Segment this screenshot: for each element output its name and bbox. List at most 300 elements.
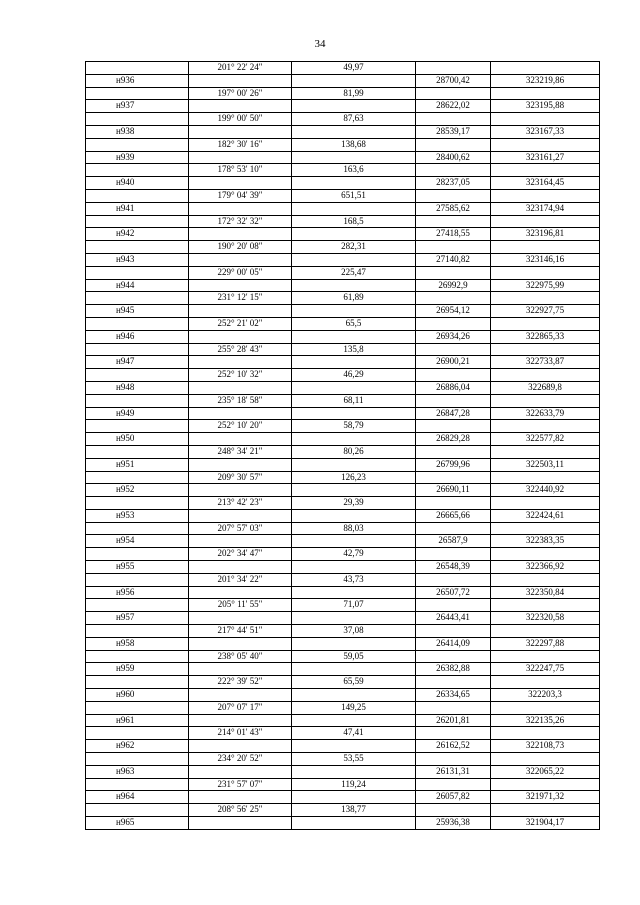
x-coordinate-cell: 26507,72 xyxy=(416,586,491,599)
table-body xyxy=(86,62,600,830)
x-coordinate-cell xyxy=(416,292,491,305)
angle-cell xyxy=(189,253,292,266)
y-coordinate-cell: 322297,88 xyxy=(491,637,600,650)
x-coordinate-cell: 26799,96 xyxy=(416,458,491,471)
segment-row xyxy=(86,164,600,177)
point-row xyxy=(86,330,600,343)
point-row xyxy=(86,484,600,497)
distance-cell: 29,39 xyxy=(292,497,416,510)
point-row xyxy=(86,381,600,394)
segment-row xyxy=(86,317,600,330)
point-name-cell: н954 xyxy=(86,535,189,548)
y-coordinate-cell xyxy=(491,87,600,100)
y-coordinate-cell: 322424,61 xyxy=(491,509,600,522)
point-name-cell: н946 xyxy=(86,330,189,343)
y-coordinate-cell: 322440,92 xyxy=(491,484,600,497)
x-coordinate-cell: 26548,39 xyxy=(416,561,491,574)
segment-row xyxy=(86,189,600,202)
x-coordinate-cell: 28622,02 xyxy=(416,100,491,113)
y-coordinate-cell: 323167,33 xyxy=(491,125,600,138)
distance-cell: 61,89 xyxy=(292,292,416,305)
point-name-cell: н945 xyxy=(86,305,189,318)
x-coordinate-cell xyxy=(416,778,491,791)
x-coordinate-cell: 27418,55 xyxy=(416,228,491,241)
x-coordinate-cell xyxy=(416,138,491,151)
distance-cell: 138,77 xyxy=(292,804,416,817)
point-row xyxy=(86,305,600,318)
x-coordinate-cell xyxy=(416,317,491,330)
point-row xyxy=(86,228,600,241)
distance-cell: 43,73 xyxy=(292,573,416,586)
point-name-cell: н964 xyxy=(86,791,189,804)
point-name-cell: н947 xyxy=(86,356,189,369)
y-coordinate-cell: 322203,3 xyxy=(491,689,600,702)
angle-cell xyxy=(189,663,292,676)
segment-row xyxy=(86,573,600,586)
distance-cell xyxy=(292,535,416,548)
point-row xyxy=(86,202,600,215)
distance-cell xyxy=(292,484,416,497)
y-coordinate-cell xyxy=(491,471,600,484)
point-name-cell: н963 xyxy=(86,765,189,778)
angle-cell: 248° 34' 21" xyxy=(189,445,292,458)
y-coordinate-cell xyxy=(491,317,600,330)
x-coordinate-cell xyxy=(416,241,491,254)
point-row xyxy=(86,125,600,138)
point-row xyxy=(86,663,600,676)
distance-cell: 88,03 xyxy=(292,522,416,535)
angle-cell: 229° 00' 05" xyxy=(189,266,292,279)
angle-cell xyxy=(189,100,292,113)
distance-cell xyxy=(292,177,416,190)
x-coordinate-cell xyxy=(416,87,491,100)
point-name-cell: н955 xyxy=(86,561,189,574)
point-row xyxy=(86,714,600,727)
distance-cell xyxy=(292,586,416,599)
x-coordinate-cell: 26443,41 xyxy=(416,612,491,625)
point-row xyxy=(86,791,600,804)
segment-row xyxy=(86,599,600,612)
point-name-cell: н958 xyxy=(86,637,189,650)
x-coordinate-cell xyxy=(416,497,491,510)
angle-cell xyxy=(189,765,292,778)
angle-cell: 199° 00' 50" xyxy=(189,113,292,126)
distance-cell: 46,29 xyxy=(292,369,416,382)
angle-cell xyxy=(189,279,292,292)
x-coordinate-cell xyxy=(416,650,491,663)
angle-cell: 255° 28' 43" xyxy=(189,343,292,356)
y-coordinate-cell: 322320,58 xyxy=(491,612,600,625)
distance-cell: 138,68 xyxy=(292,138,416,151)
distance-cell xyxy=(292,561,416,574)
y-coordinate-cell: 321971,32 xyxy=(491,791,600,804)
point-name-cell xyxy=(86,471,189,484)
distance-cell xyxy=(292,228,416,241)
y-coordinate-cell xyxy=(491,778,600,791)
segment-row xyxy=(86,87,600,100)
y-coordinate-cell: 322927,75 xyxy=(491,305,600,318)
x-coordinate-cell xyxy=(416,215,491,228)
point-row xyxy=(86,586,600,599)
angle-cell: 238° 05' 40" xyxy=(189,650,292,663)
angle-cell xyxy=(189,535,292,548)
y-coordinate-cell xyxy=(491,241,600,254)
y-coordinate-cell xyxy=(491,625,600,638)
x-coordinate-cell xyxy=(416,62,491,75)
x-coordinate-cell: 26057,82 xyxy=(416,791,491,804)
point-name-cell: н962 xyxy=(86,740,189,753)
point-name-cell xyxy=(86,215,189,228)
y-coordinate-cell: 322383,35 xyxy=(491,535,600,548)
point-name-cell xyxy=(86,87,189,100)
point-name-cell: н941 xyxy=(86,202,189,215)
point-name-cell xyxy=(86,394,189,407)
x-coordinate-cell xyxy=(416,676,491,689)
angle-cell xyxy=(189,612,292,625)
distance-cell: 37,08 xyxy=(292,625,416,638)
point-name-cell xyxy=(86,241,189,254)
point-name-cell: н953 xyxy=(86,509,189,522)
x-coordinate-cell xyxy=(416,522,491,535)
angle-cell xyxy=(189,740,292,753)
point-name-cell: н943 xyxy=(86,253,189,266)
x-coordinate-cell: 26665,66 xyxy=(416,509,491,522)
angle-cell: 213° 42' 23" xyxy=(189,497,292,510)
x-coordinate-cell xyxy=(416,599,491,612)
distance-cell xyxy=(292,740,416,753)
point-name-cell xyxy=(86,317,189,330)
distance-cell: 58,79 xyxy=(292,420,416,433)
point-name-cell: н948 xyxy=(86,381,189,394)
distance-cell: 163,6 xyxy=(292,164,416,177)
y-coordinate-cell: 322865,33 xyxy=(491,330,600,343)
point-row xyxy=(86,407,600,420)
x-coordinate-cell xyxy=(416,394,491,407)
segment-row xyxy=(86,62,600,75)
point-name-cell xyxy=(86,573,189,586)
point-row xyxy=(86,561,600,574)
angle-cell: 207° 57' 03" xyxy=(189,522,292,535)
y-coordinate-cell: 323161,27 xyxy=(491,151,600,164)
distance-cell xyxy=(292,509,416,522)
y-coordinate-cell xyxy=(491,676,600,689)
x-coordinate-cell: 26829,28 xyxy=(416,433,491,446)
point-name-cell: н949 xyxy=(86,407,189,420)
x-coordinate-cell: 28539,17 xyxy=(416,125,491,138)
distance-cell: 81,99 xyxy=(292,87,416,100)
y-coordinate-cell xyxy=(491,650,600,663)
y-coordinate-cell xyxy=(491,548,600,561)
y-coordinate-cell: 322975,99 xyxy=(491,279,600,292)
x-coordinate-cell: 26934,26 xyxy=(416,330,491,343)
segment-row xyxy=(86,497,600,510)
point-name-cell: н937 xyxy=(86,100,189,113)
angle-cell xyxy=(189,74,292,87)
y-coordinate-cell xyxy=(491,573,600,586)
segment-row xyxy=(86,650,600,663)
y-coordinate-cell: 323164,45 xyxy=(491,177,600,190)
distance-cell xyxy=(292,202,416,215)
distance-cell xyxy=(292,305,416,318)
y-coordinate-cell: 322366,92 xyxy=(491,561,600,574)
point-name-cell: н951 xyxy=(86,458,189,471)
point-name-cell xyxy=(86,138,189,151)
distance-cell: 42,79 xyxy=(292,548,416,561)
point-name-cell: н936 xyxy=(86,74,189,87)
y-coordinate-cell: 323195,88 xyxy=(491,100,600,113)
y-coordinate-cell xyxy=(491,522,600,535)
x-coordinate-cell xyxy=(416,727,491,740)
y-coordinate-cell: 323196,81 xyxy=(491,228,600,241)
point-row xyxy=(86,509,600,522)
y-coordinate-cell: 322065,22 xyxy=(491,765,600,778)
distance-cell xyxy=(292,74,416,87)
segment-row xyxy=(86,727,600,740)
angle-cell xyxy=(189,202,292,215)
x-coordinate-cell xyxy=(416,573,491,586)
segment-row xyxy=(86,215,600,228)
x-coordinate-cell: 26334,65 xyxy=(416,689,491,702)
y-coordinate-cell xyxy=(491,62,600,75)
segment-row xyxy=(86,625,600,638)
segment-row xyxy=(86,292,600,305)
x-coordinate-cell: 27585,62 xyxy=(416,202,491,215)
x-coordinate-cell: 25936,38 xyxy=(416,817,491,830)
segment-row xyxy=(86,138,600,151)
point-name-cell: н952 xyxy=(86,484,189,497)
point-name-cell xyxy=(86,804,189,817)
point-row xyxy=(86,765,600,778)
y-coordinate-cell xyxy=(491,164,600,177)
y-coordinate-cell xyxy=(491,701,600,714)
distance-cell xyxy=(292,381,416,394)
distance-cell xyxy=(292,791,416,804)
distance-cell: 65,59 xyxy=(292,676,416,689)
point-name-cell: н965 xyxy=(86,817,189,830)
point-name-cell: н959 xyxy=(86,663,189,676)
angle-cell: 197° 00' 26" xyxy=(189,87,292,100)
segment-row xyxy=(86,420,600,433)
point-name-cell: н940 xyxy=(86,177,189,190)
distance-cell xyxy=(292,817,416,830)
angle-cell: 202° 34' 47" xyxy=(189,548,292,561)
x-coordinate-cell xyxy=(416,266,491,279)
angle-cell xyxy=(189,433,292,446)
distance-cell xyxy=(292,356,416,369)
point-name-cell: н960 xyxy=(86,689,189,702)
distance-cell xyxy=(292,253,416,266)
x-coordinate-cell xyxy=(416,189,491,202)
distance-cell: 65,5 xyxy=(292,317,416,330)
angle-cell xyxy=(189,305,292,318)
point-name-cell xyxy=(86,701,189,714)
angle-cell: 172° 32' 32" xyxy=(189,215,292,228)
point-name-cell: н950 xyxy=(86,433,189,446)
y-coordinate-cell xyxy=(491,727,600,740)
point-row xyxy=(86,177,600,190)
angle-cell xyxy=(189,714,292,727)
angle-cell: 208° 56' 25" xyxy=(189,804,292,817)
x-coordinate-cell: 26847,28 xyxy=(416,407,491,420)
angle-cell xyxy=(189,151,292,164)
angle-cell: 214° 01' 43" xyxy=(189,727,292,740)
x-coordinate-cell: 26131,31 xyxy=(416,765,491,778)
point-name-cell xyxy=(86,266,189,279)
x-coordinate-cell: 28400,62 xyxy=(416,151,491,164)
x-coordinate-cell xyxy=(416,753,491,766)
x-coordinate-cell xyxy=(416,113,491,126)
segment-row xyxy=(86,394,600,407)
angle-cell: 252° 21' 02" xyxy=(189,317,292,330)
x-coordinate-cell: 26201,81 xyxy=(416,714,491,727)
segment-row xyxy=(86,753,600,766)
y-coordinate-cell xyxy=(491,215,600,228)
angle-cell: 217° 44' 51" xyxy=(189,625,292,638)
y-coordinate-cell xyxy=(491,394,600,407)
y-coordinate-cell: 323219,86 xyxy=(491,74,600,87)
angle-cell: 201° 22' 24" xyxy=(189,62,292,75)
x-coordinate-cell: 26587,9 xyxy=(416,535,491,548)
point-name-cell xyxy=(86,292,189,305)
point-name-cell xyxy=(86,522,189,535)
distance-cell: 49,97 xyxy=(292,62,416,75)
distance-cell: 87,63 xyxy=(292,113,416,126)
x-coordinate-cell: 26992,9 xyxy=(416,279,491,292)
angle-cell: 205° 11' 55" xyxy=(189,599,292,612)
distance-cell: 225,47 xyxy=(292,266,416,279)
segment-row xyxy=(86,701,600,714)
segment-row xyxy=(86,266,600,279)
y-coordinate-cell xyxy=(491,292,600,305)
point-name-cell xyxy=(86,778,189,791)
point-row xyxy=(86,433,600,446)
y-coordinate-cell xyxy=(491,138,600,151)
distance-cell xyxy=(292,714,416,727)
distance-cell: 59,05 xyxy=(292,650,416,663)
distance-cell xyxy=(292,100,416,113)
y-coordinate-cell: 322350,84 xyxy=(491,586,600,599)
distance-cell: 80,26 xyxy=(292,445,416,458)
angle-cell xyxy=(189,381,292,394)
point-row xyxy=(86,740,600,753)
segment-row xyxy=(86,369,600,382)
y-coordinate-cell xyxy=(491,369,600,382)
distance-cell: 651,51 xyxy=(292,189,416,202)
y-coordinate-cell: 322577,82 xyxy=(491,433,600,446)
angle-cell xyxy=(189,561,292,574)
x-coordinate-cell xyxy=(416,420,491,433)
x-coordinate-cell: 26414,09 xyxy=(416,637,491,650)
x-coordinate-cell: 28700,42 xyxy=(416,74,491,87)
distance-cell: 126,23 xyxy=(292,471,416,484)
segment-row xyxy=(86,804,600,817)
angle-cell: 201° 34' 22" xyxy=(189,573,292,586)
y-coordinate-cell: 322503,11 xyxy=(491,458,600,471)
distance-cell xyxy=(292,689,416,702)
x-coordinate-cell: 26382,88 xyxy=(416,663,491,676)
point-row xyxy=(86,458,600,471)
angle-cell xyxy=(189,637,292,650)
y-coordinate-cell: 323146,16 xyxy=(491,253,600,266)
y-coordinate-cell: 323174,94 xyxy=(491,202,600,215)
y-coordinate-cell xyxy=(491,599,600,612)
x-coordinate-cell: 26162,52 xyxy=(416,740,491,753)
boundary-coordinates-table xyxy=(85,61,600,830)
point-row xyxy=(86,612,600,625)
x-coordinate-cell xyxy=(416,548,491,561)
x-coordinate-cell xyxy=(416,343,491,356)
point-name-cell: н944 xyxy=(86,279,189,292)
segment-row xyxy=(86,241,600,254)
angle-cell: 179° 04' 39" xyxy=(189,189,292,202)
distance-cell: 119,24 xyxy=(292,778,416,791)
point-row xyxy=(86,356,600,369)
y-coordinate-cell: 322689,8 xyxy=(491,381,600,394)
x-coordinate-cell xyxy=(416,369,491,382)
angle-cell: 207° 07' 17" xyxy=(189,701,292,714)
point-row xyxy=(86,279,600,292)
angle-cell xyxy=(189,791,292,804)
x-coordinate-cell: 26886,04 xyxy=(416,381,491,394)
distance-cell: 71,07 xyxy=(292,599,416,612)
point-name-cell xyxy=(86,369,189,382)
x-coordinate-cell: 26900,21 xyxy=(416,356,491,369)
distance-cell xyxy=(292,407,416,420)
point-row xyxy=(86,253,600,266)
distance-cell xyxy=(292,330,416,343)
segment-row xyxy=(86,778,600,791)
page-number: 34 xyxy=(314,38,326,50)
point-name-cell xyxy=(86,189,189,202)
segment-row xyxy=(86,471,600,484)
angle-cell xyxy=(189,330,292,343)
distance-cell: 47,41 xyxy=(292,727,416,740)
distance-cell xyxy=(292,663,416,676)
point-row xyxy=(86,74,600,87)
y-coordinate-cell xyxy=(491,113,600,126)
distance-cell: 53,55 xyxy=(292,753,416,766)
angle-cell: 182° 30' 16" xyxy=(189,138,292,151)
y-coordinate-cell xyxy=(491,343,600,356)
x-coordinate-cell xyxy=(416,445,491,458)
angle-cell xyxy=(189,509,292,522)
angle-cell: 252° 10' 32" xyxy=(189,369,292,382)
point-name-cell: н961 xyxy=(86,714,189,727)
angle-cell xyxy=(189,689,292,702)
x-coordinate-cell: 28237,05 xyxy=(416,177,491,190)
x-coordinate-cell xyxy=(416,701,491,714)
point-name-cell: н942 xyxy=(86,228,189,241)
point-name-cell xyxy=(86,497,189,510)
angle-cell xyxy=(189,177,292,190)
angle-cell: 222° 39' 52" xyxy=(189,676,292,689)
y-coordinate-cell xyxy=(491,753,600,766)
distance-cell xyxy=(292,433,416,446)
point-row xyxy=(86,637,600,650)
segment-row xyxy=(86,445,600,458)
point-name-cell xyxy=(86,445,189,458)
y-coordinate-cell xyxy=(491,804,600,817)
point-name-cell xyxy=(86,164,189,177)
segment-row xyxy=(86,343,600,356)
distance-cell xyxy=(292,612,416,625)
x-coordinate-cell xyxy=(416,804,491,817)
distance-cell: 135,8 xyxy=(292,343,416,356)
x-coordinate-cell: 26690,11 xyxy=(416,484,491,497)
angle-cell: 235° 18' 58" xyxy=(189,394,292,407)
segment-row xyxy=(86,522,600,535)
x-coordinate-cell xyxy=(416,471,491,484)
